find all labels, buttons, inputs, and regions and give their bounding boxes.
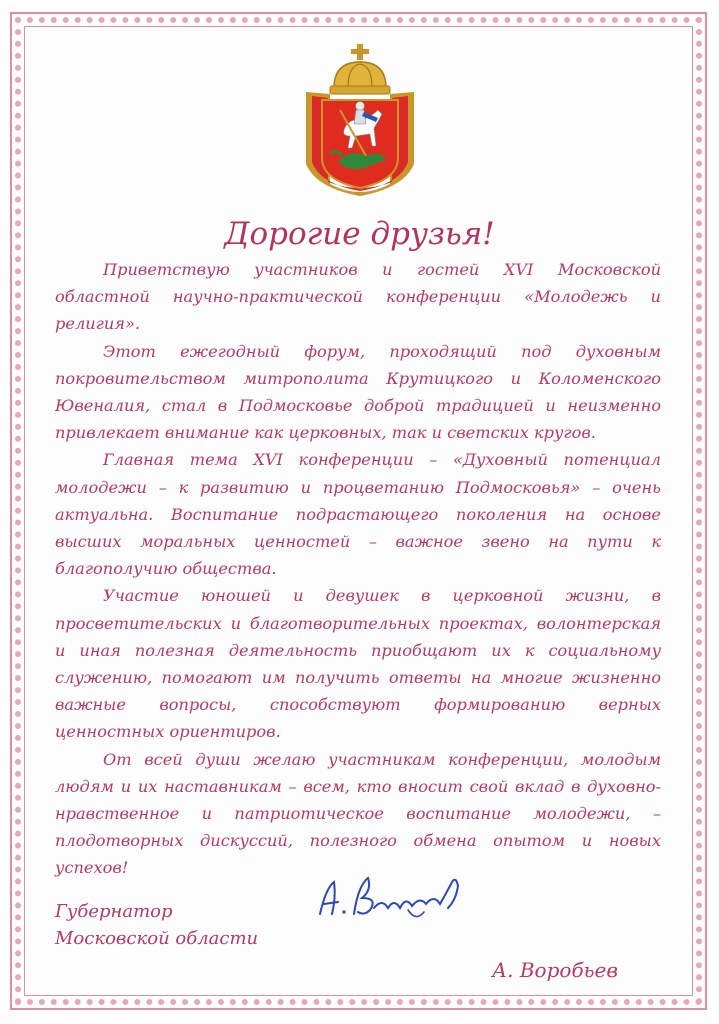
letter-paragraph: Приветствую участников и гостей XVI Московской областной научно-практической конференции «Молодежь и религия». — [55, 260, 661, 334]
letter-paragraph: Этот ежегодный форум, проходящий под духовным покровительством митрополита Крутицкого и Коломенского Ювеналия, стал в Подмосковье доброй традицией и неизменно привлекает внимание как церковных, так и светских кругов. — [55, 341, 661, 443]
letter-paragraph: Участие юношей и девушек в церковной жизни, в просветительских и благотворительных проектах, волонтерская и иная полезная деятельность приобщают их к социальному служению, помогают им получить ответы на многие жизненно важные вопросы, способствуют формированию верных ценностных ориентиров. — [55, 586, 661, 742]
signatory-title-line: Московской области — [55, 928, 259, 949]
letter-paragraph: Главная тема XVI конференции – «Духовный потенциал молодежи – к развитию и процветанию Подмосковья» – очень актуальна. Воспитание подрастающего поколения на основе высших моральных ценностей – важное звено на пути к благополучию общества. — [55, 450, 661, 579]
letter-paragraph: От всей души желаю участникам конференции, молодым людям и их наставникам – всем, кто вносит свой вклад в духовно-нравственное и патриотическое воспитание молодежи, – плодотворных дискуссий, полезного обмена опытом и новых успехов! — [55, 749, 661, 878]
letter-heading: Дорогие друзья! — [224, 216, 495, 252]
signatory-title — [55, 898, 258, 952]
handwritten-signature-icon — [312, 868, 482, 928]
letter-body — [55, 256, 661, 882]
coat-of-arms-icon — [300, 44, 420, 196]
signatory-name: А. Воробьев — [492, 958, 619, 982]
signatory-title-line: Губернатор — [55, 901, 173, 922]
